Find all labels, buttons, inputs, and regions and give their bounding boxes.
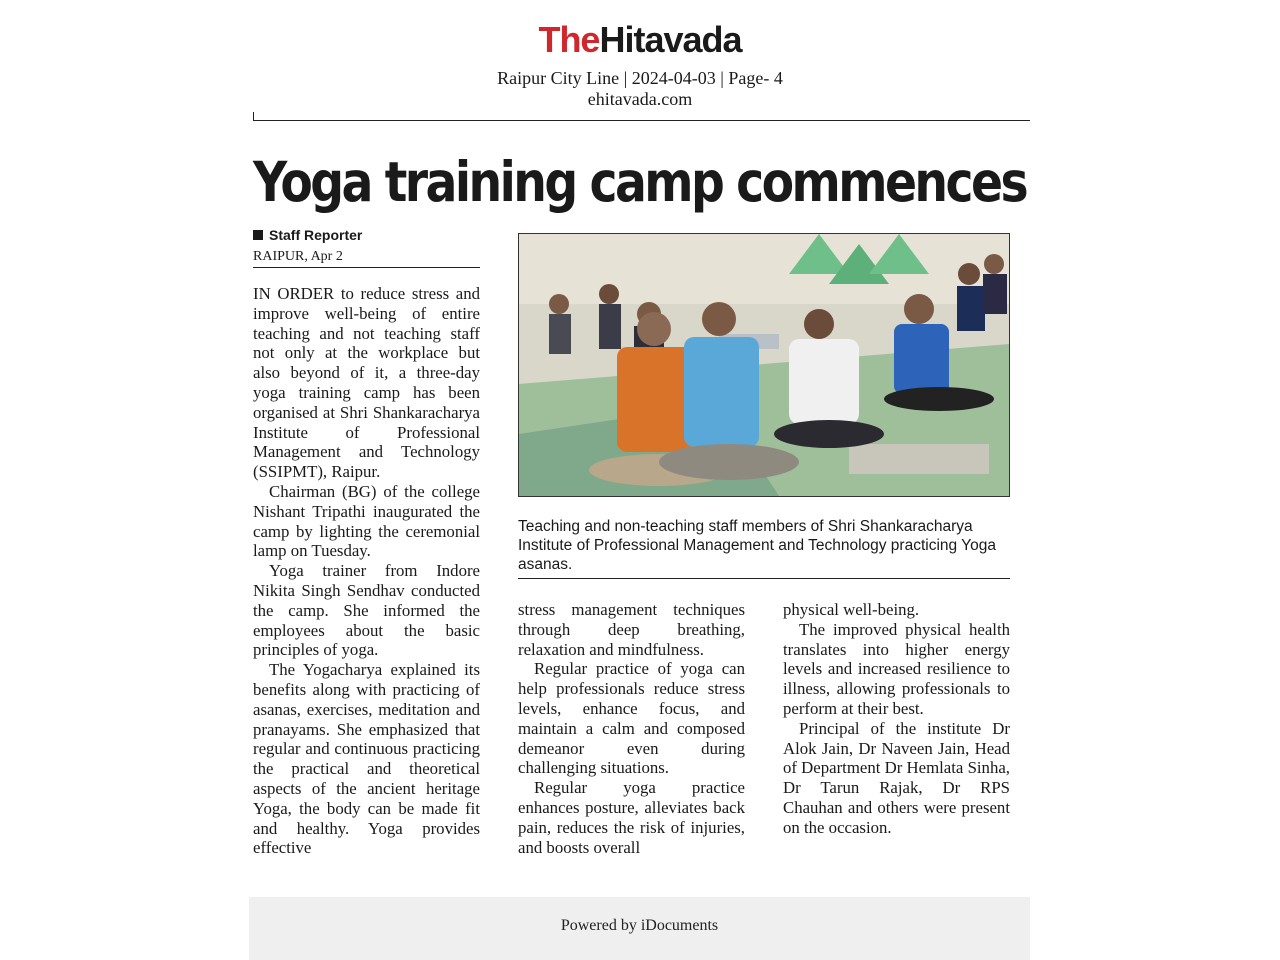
header-rule [253, 120, 1030, 121]
powered-by-link[interactable]: Powered by iDocuments [560, 917, 719, 934]
byline [253, 226, 480, 266]
header-rule-tick [253, 112, 254, 120]
article-photo [518, 233, 1010, 497]
article-column-1 [253, 284, 480, 858]
masthead [0, 18, 1280, 110]
logo-the: The [538, 19, 600, 60]
edition-line: Raipur City Line | 2024-04-03 | Page- 4 [497, 68, 783, 88]
website-link[interactable]: ehitavada.com [587, 89, 693, 109]
article-column-2 [518, 600, 745, 857]
article-column-3 [783, 600, 1010, 838]
caption-rule [518, 578, 1010, 579]
paragraph: Chairman (BG) of the college Nishant Tripathi inaugurated the camp by lighting the ceremonial lamp on Tuesday. [253, 481, 480, 561]
paragraph: IN ORDER to reduce stress and improve well-being of entire teaching and not teaching staff not only at the workplace but also beyond of it, a three-day yoga training camp has been organised at Shri Shankaracharya Institute of Professional Management and Technology (SSIPMT), Raipur. [253, 284, 480, 482]
paragraph: The Yogacharya explained its benefits along with practicing of asanas, exercises, meditation and pranayams. She emphasized that regular and continuous practicing the practical and theoretical aspects of the ancient heritage Yoga, the body can be made fit and healthy. Yoga provides effective [253, 660, 480, 858]
square-bullet-icon [253, 230, 263, 240]
logo-name: Hitavada [599, 19, 742, 60]
paragraph: Yoga trainer from Indore Nikita Singh Sendhav conducted the camp. She informed the employees about the basic principles of yoga. [253, 561, 480, 660]
reporter-name: Staff Reporter [269, 227, 363, 243]
paragraph: physical well-being. [783, 600, 920, 619]
dateline: RAIPUR, Apr 2 [253, 249, 343, 264]
paragraph: The improved physical health translates into higher energy levels and increased resilience to illness, allowing professionals to perform at their best. [783, 619, 1010, 718]
yoga-photo-illustration [519, 234, 1009, 496]
paragraph: Regular practice of yoga can help professionals reduce stress levels, enhance focus, and maintain a calm and composed demeanor even during challenging situations. [518, 659, 745, 778]
newspaper-logo[interactable] [0, 18, 1280, 62]
footer-bar [249, 897, 1030, 960]
paragraph: stress management techniques through deep breathing, relaxation and mindfulness. [518, 600, 745, 659]
article-headline: Yoga training camp commences [253, 150, 1027, 214]
reporter-line [253, 226, 480, 244]
byline-rule [253, 267, 480, 268]
paragraph: Regular yoga practice enhances posture, alleviates back pain, reduces the risk of injuries, and boosts overall [518, 778, 745, 857]
paragraph: Principal of the institute Dr Alok Jain, Dr Naveen Jain, Head of Department Dr Hemlata Sinha, Dr Tarun Rajak, Dr RPS Chauhan and others were present on the occasion. [783, 718, 1010, 837]
photo-caption: Teaching and non-teaching staff members of Shri Shankaracharya Institute of Professional Management and Technology practicing Yoga asanas. [518, 518, 996, 573]
